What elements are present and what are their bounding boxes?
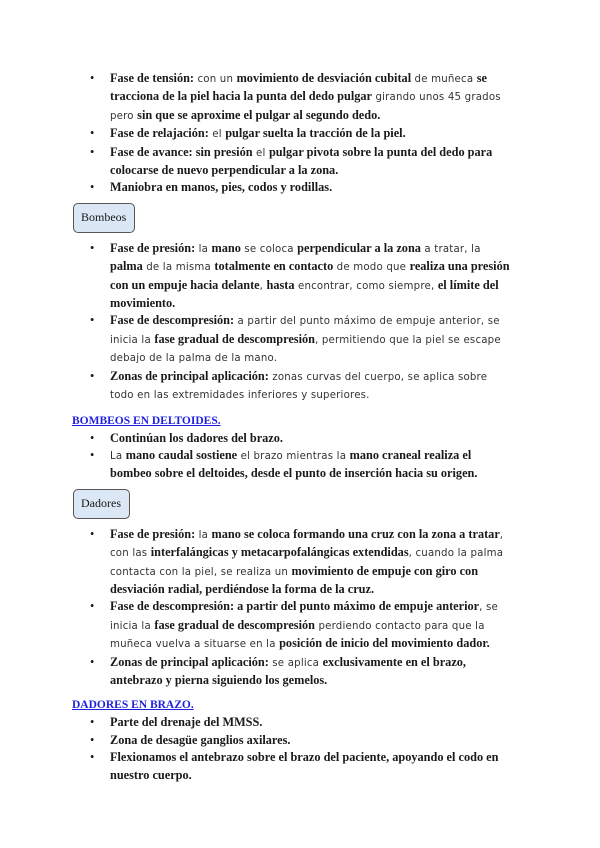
body-text: girando unos 45 grados pero: [110, 92, 501, 122]
bold-text: pulgar suelta la tracción de la piel.: [225, 126, 406, 141]
body-text: de modo que: [333, 262, 410, 274]
body-text: perdiendo contacto para que la muñeca vuelva a situarse en la: [110, 620, 485, 651]
bold-text: Maniobra en manos, pies, codos y rodillas.: [110, 180, 333, 195]
body-text: a tratar, la: [420, 243, 481, 255]
bold-text: palma: [110, 259, 143, 274]
body-text: encontrar, como siempre,: [294, 280, 438, 292]
list-item: [72, 125, 512, 143]
list-item: [72, 144, 512, 180]
bold-text: fase gradual de descompresión: [154, 331, 316, 346]
list-item: [72, 179, 512, 196]
bold-text: Zonas de principal aplicación:: [110, 368, 269, 383]
body-text: la: [195, 529, 212, 541]
bold-text: interfalángicas y metacarpofalángicas extendidas: [150, 545, 409, 560]
bullet-icon: •: [90, 526, 95, 541]
body-text: , cuando la palma contacta con la piel, se realiza un: [110, 548, 504, 578]
bold-text: Fase de descompresión: a partir del punto máximo de empuje anterior: [110, 599, 480, 614]
body-text: la: [195, 243, 212, 255]
list-item: [72, 70, 512, 125]
bold-text: el límite del movimiento.: [110, 277, 499, 311]
document-body: [72, 70, 512, 784]
body-text: el: [252, 147, 269, 159]
body-text: se aplica: [268, 657, 323, 669]
bold-text: Fase de relajación:: [110, 126, 209, 141]
body-text: el: [208, 129, 226, 141]
list-item: [72, 447, 512, 483]
body-text: ,: [259, 280, 267, 292]
list-item: [72, 312, 512, 367]
body-text: , se inicia la: [110, 602, 498, 632]
body-text: de muñeca: [411, 74, 477, 85]
bold-text: pulgar pivota sobre la punta del dedo para colocarse de nuevo perpendicular a la zona.: [110, 144, 493, 178]
body-text: La: [110, 450, 126, 462]
bullet-icon: •: [90, 654, 95, 669]
section-heading-link[interactable]: BOMBEOS EN DELTOIDES.: [72, 414, 221, 427]
bullet-list: [72, 430, 512, 483]
body-text: el brazo mientras la: [237, 450, 350, 462]
bullet-icon: •: [90, 715, 95, 730]
bullet-icon: •: [90, 430, 95, 445]
body-text: , permitiendo que la piel se escape debajo de la palma de la mano.: [110, 334, 501, 365]
body-text: a partir del punto máximo de empuje anterior, se inicia la: [110, 316, 500, 346]
bold-text: Zonas de principal aplicación:: [110, 654, 269, 669]
list-item: [72, 430, 512, 447]
section-label-box: Bombeos: [73, 203, 135, 233]
list-item: [72, 714, 512, 731]
bold-text: fase gradual de descompresión: [154, 617, 316, 632]
bold-text: se tracciona de la piel hacia la punta del dedo pulgar: [110, 71, 487, 104]
bullet-list: [72, 714, 512, 784]
bold-text: posición de inicio del movimiento dador.: [279, 636, 490, 651]
list-item: [72, 240, 512, 313]
bold-text: mano se coloca formando una cruz con la zona a tratar: [211, 526, 500, 541]
bold-text: realiza una presión con un empuje hacia delante: [110, 259, 510, 292]
body-text: zonas curvas del cuerpo, se aplica sobre todo en las extremidades inferiores y superiores.: [110, 371, 488, 402]
bullet-list: [72, 70, 512, 197]
bold-text: Fase de presión:: [110, 240, 196, 255]
bold-text: Flexionamos el antebrazo sobre el brazo del paciente, apoyando el codo en nuestro cuerpo.: [110, 750, 499, 782]
bold-text: mano: [211, 240, 241, 255]
bullet-icon: •: [90, 240, 95, 255]
list-item: [72, 368, 512, 405]
list-item: [72, 732, 512, 749]
bold-text: Fase de descompresión:: [110, 313, 235, 328]
list-item: [72, 526, 512, 599]
bullet-list: [72, 240, 512, 405]
bold-text: totalmente en contacto: [214, 259, 334, 274]
bullet-icon: •: [90, 180, 95, 195]
bullet-icon: •: [90, 71, 95, 85]
section-label-box: Dadores: [73, 489, 130, 519]
bullet-icon: •: [90, 599, 95, 614]
bullet-icon: •: [90, 144, 95, 159]
bullet-icon: •: [90, 313, 95, 328]
section-heading-link[interactable]: DADORES EN BRAZO.: [72, 699, 194, 712]
list-item: [72, 598, 512, 653]
body-text: , con las: [110, 529, 504, 560]
bullet-icon: •: [90, 447, 95, 462]
body-text: se coloca: [240, 243, 298, 255]
bullet-icon: •: [90, 368, 95, 383]
bold-text: Fase de tensión:: [110, 71, 195, 85]
bullet-list: [72, 526, 512, 690]
bold-text: Zona de desagüe ganglios axilares.: [110, 732, 291, 747]
bold-text: exclusivamente en el brazo, antebrazo y pierna siguiendo los gemelos.: [110, 654, 467, 687]
body-text: con un: [194, 74, 237, 85]
bold-text: movimiento de desviación cubital: [236, 71, 412, 85]
bullet-icon: •: [90, 732, 95, 747]
body-text: de la misma: [142, 262, 215, 274]
bold-text: hasta: [266, 277, 295, 292]
bold-text: Fase de avance: sin presión: [110, 144, 253, 159]
bold-text: perpendicular a la zona: [297, 240, 421, 255]
bold-text: movimiento de empuje con giro con desviación radial, perdiéndose la forma de la cruz.: [110, 563, 479, 596]
bullet-icon: •: [90, 750, 95, 765]
list-item: [72, 749, 512, 784]
list-item: [72, 654, 512, 690]
bold-text: Continúan los dadores del brazo.: [110, 430, 283, 445]
bold-text: mano craneal realiza el bombeo sobre el deltoides, desde el punto de inserción hacia su origen.: [110, 447, 478, 481]
bold-text: mano caudal sostiene: [125, 447, 238, 462]
bold-text: Fase de presión:: [110, 526, 196, 541]
bold-text: sin que se aproxime el pulgar al segundo dedo.: [137, 107, 381, 122]
bold-text: Parte del drenaje del MMSS.: [110, 715, 263, 730]
bullet-icon: •: [90, 126, 95, 141]
